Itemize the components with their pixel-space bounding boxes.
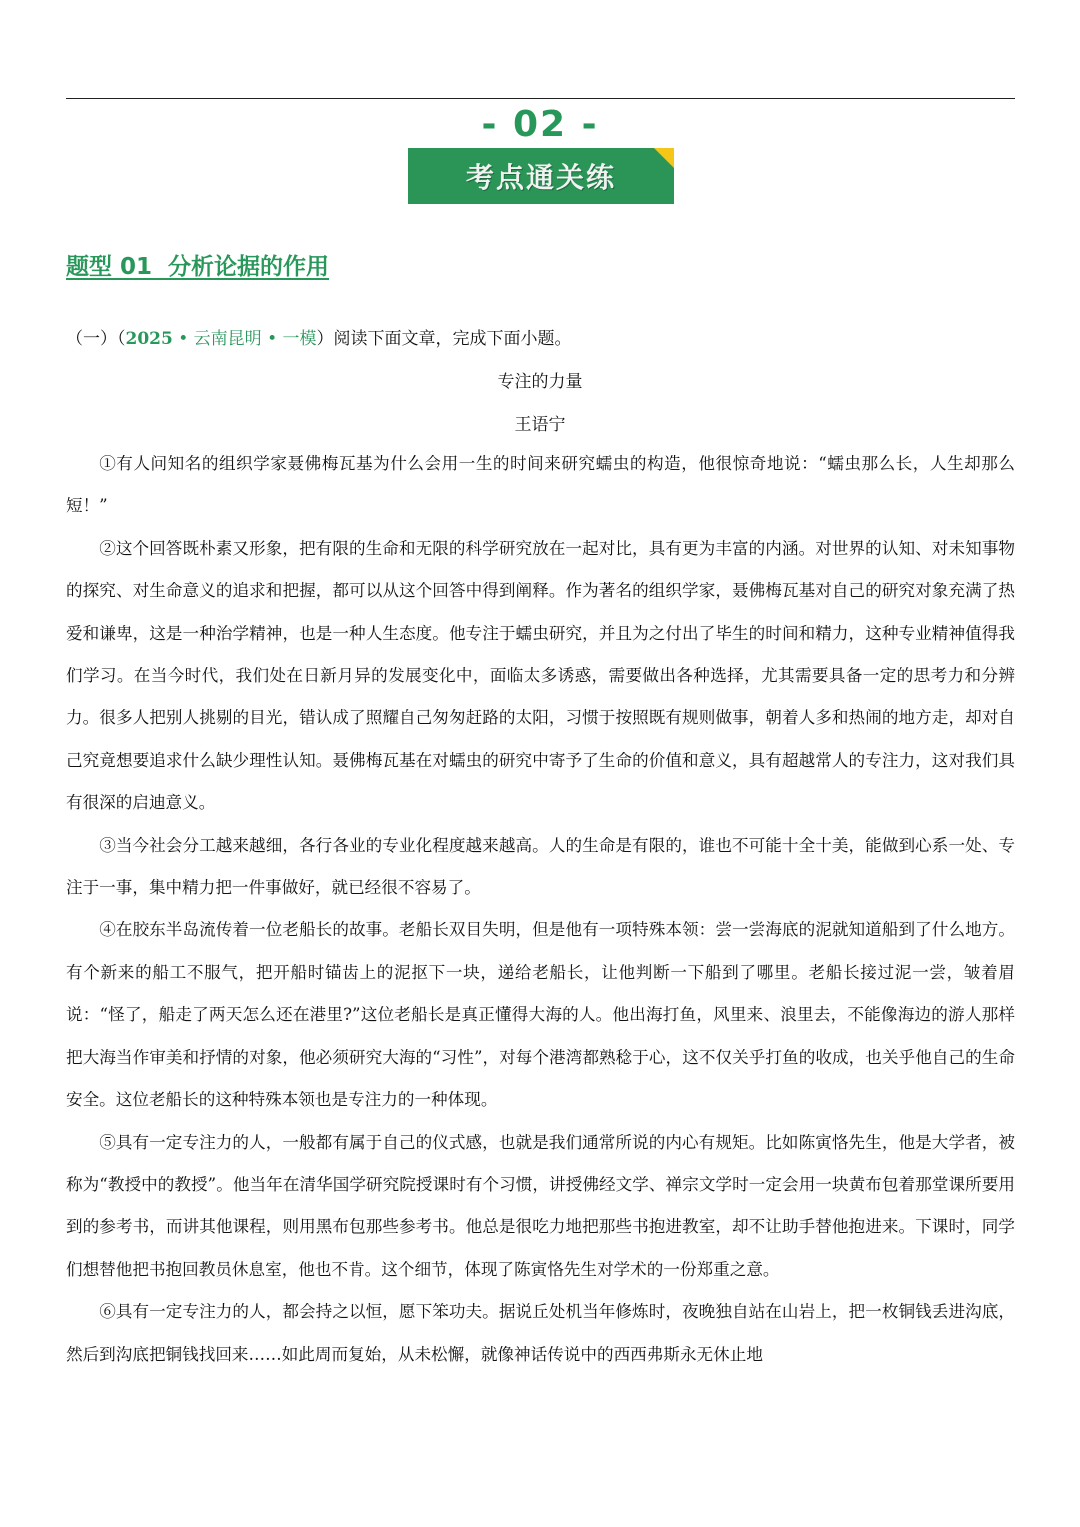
section-banner: [408, 148, 674, 204]
banner-title: 考点通关练: [465, 161, 616, 194]
question-type-heading[interactable]: 题型 01 分析论据的作用: [66, 254, 330, 280]
intro-year: 2025: [125, 329, 173, 349]
article-author: 王语宁: [514, 415, 566, 435]
banner-corner-decoration: [654, 148, 674, 168]
intro-suffix: ）阅读下面文章，完成下面小题。: [316, 329, 572, 349]
question-intro: [66, 324, 572, 349]
paragraph: ⑥具有一定专注力的人，都会持之以恒，愿下笨功夫。据说丘处机当年修炼时，夜晚独自站在山岩上，把一枚铜钱丢进沟底，然后到沟底把铜钱找回来……如此周而复始，从未松懈，就像神话传说中的西西弗斯永无休止地: [66, 1302, 1015, 1364]
paragraph: ③当今社会分工越来越细，各行各业的专业化程度越来越高。人的生命是有限的，谁也不可能十全十美，能做到心系一处、专注于一事，集中精力把一件事做好，就已经很不容易了。: [66, 835, 1015, 898]
section-number: - 02 -: [481, 104, 599, 145]
paragraph: ②这个回答既朴素又形象，把有限的生命和无限的科学研究放在一起对比，具有更为丰富的内涵。对世界的认知、对未知事物的探究、对生命意义的追求和把握，都可以从这个回答中得到阐释。作为著名的组织学家，聂佛梅瓦基对自己的研究对象充满了热爱和谦卑，这是一种治学精神，也是一种人生态度。他专注于蠕虫研究，并且为之付出了毕生的时间和精力，这种专业精神值得我们学习。在当今时代，我们处在日新月异的发展变化中，面临太多诱惑，需要做出各种选择，尤其需要具备一定的思考力和分辨力。很多人把别人挑剔的目光，错认成了照耀自己匆匆赶路的太阳，习惯于按照既有规则做事，朝着人多和热闹的地方走，却对自己究竟想要追求什么缺少理性认知。聂佛梅瓦基在对蠕虫的研究中寄予了生命的价值和意义，具有超越常人的专注力，这对我们具有很深的启迪意义。: [66, 538, 1015, 813]
paragraph: ①有人问知名的组织学家聂佛梅瓦基为什么会用一生的时间来研究蠕虫的构造，他很惊奇地说：“蠕虫那么长，人生却那么短！”: [66, 454, 1015, 516]
paragraph: ⑤具有一定专注力的人，一般都有属于自己的仪式感，也就是我们通常所说的内心有规矩。比如陈寅恪先生，他是大学者，被称为“教授中的教授”。他当年在清华国学研究院授课时有个习惯，讲授佛经文学、禅宗文学时一定会用一块黄布包着那堂课所要用到的参考书，而讲其他课程，则用黑布包那些参考书。他总是很吃力地把那些书抱进教室，却不让助手替他抱进来。下课时，同学们想替他把书抱回教员休息室，他也不肯。这个细节，体现了陈寅恪先生对学术的一份郑重之意。: [66, 1132, 1015, 1279]
article-body: [66, 443, 1015, 1376]
intro-source-rest: • 云南昆明 • 一模: [172, 329, 317, 349]
intro-prefix: （一）（: [66, 329, 126, 349]
top-divider: [66, 98, 1015, 99]
article-title: 专注的力量: [497, 372, 583, 392]
paragraph: ④在胶东半岛流传着一位老船长的故事。老船长双目失明，但是他有一项特殊本领：尝一尝海底的泥就知道船到了什么地方。有个新来的船工不服气，把开船时锚齿上的泥抠下一块，递给老船长，让他判断一下船到了哪里。老船长接过泥一尝，皱着眉说：“怪了，船走了两天怎么还在港里?”这位老船长是真正懂得大海的人。他出海打鱼，风里来、浪里去，不能像海边的游人那样把大海当作审美和抒情的对象，他必须研究大海的“习性”，对每个港湾都熟稔于心，这不仅关乎打鱼的收成，也关乎他自己的生命安全。这位老船长的这种特殊本领也是专注力的一种体现。: [66, 920, 1015, 1110]
intro-source: [126, 329, 317, 349]
